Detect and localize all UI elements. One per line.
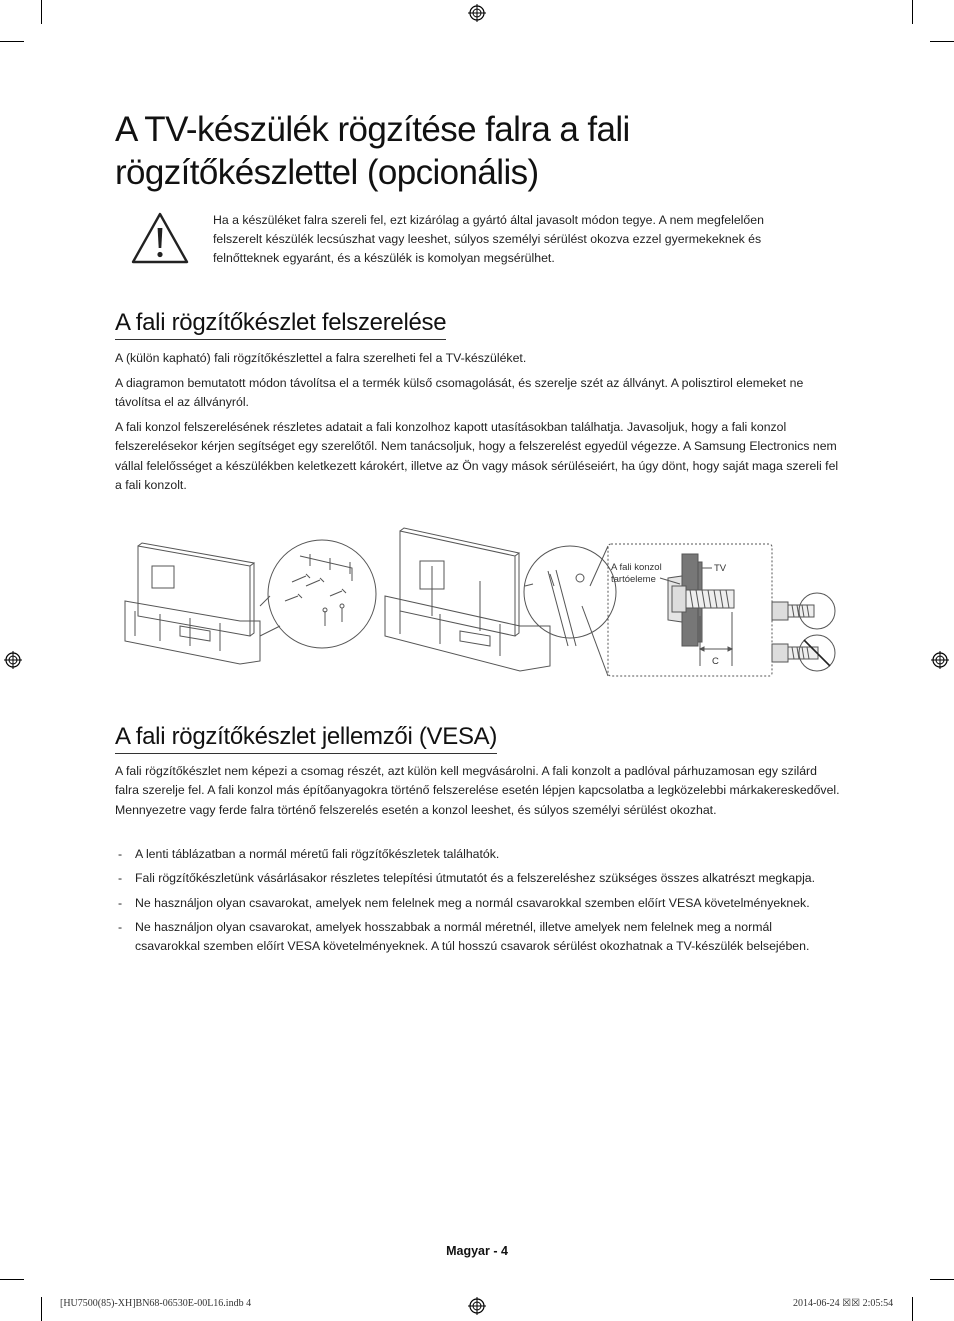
crop-mark xyxy=(0,41,24,42)
print-timestamp: 2014-06-24 ☒☒ 2:05:54 xyxy=(793,1298,894,1309)
registration-mark-icon xyxy=(468,1297,486,1315)
page-number: Magyar - 4 xyxy=(446,1244,508,1258)
bracket-detail-circle xyxy=(260,540,376,648)
crop-mark xyxy=(41,1297,42,1321)
crop-mark xyxy=(912,1297,913,1321)
registration-mark-icon xyxy=(4,651,22,669)
correct-screw-icon xyxy=(772,593,835,629)
crop-mark xyxy=(930,1279,954,1280)
list-item: - A lenti táblázatban a normál méretű fali rögzítőkészletek találhatók. xyxy=(118,847,500,861)
list-item: - Fali rögzítőkészletünk vásárlásakor részletes telepítési útmutatót és a felszereléshez szükséges összes alkatrészt megkapja. xyxy=(118,871,816,886)
file-info: [HU7500(85)-XH]BN68-06530E-00L16.indb 4 xyxy=(60,1298,252,1309)
registration-mark-icon xyxy=(468,4,486,22)
registration-mark-icon xyxy=(931,651,949,669)
warning-text: Ha a készüléket falra szereli fel, ezt kizárólag a gyártó által javasolt módon tegye. A nem megfelelően felszerelt készülék lecsúszhat vagy leeshet, súlyos személyi sérülést okozva ezzel gyermekeknek és felnőtteknek egyaránt, és a készülék is komolyan megsérülhet. xyxy=(213,213,764,265)
c-dimension-label: C xyxy=(712,656,719,667)
wrong-screw-icon xyxy=(772,635,835,671)
crop-mark xyxy=(930,41,954,42)
tv-label: TV xyxy=(714,563,727,574)
tv-back-illustration xyxy=(385,528,550,671)
section-heading-installation: A fali rögzítőkészlet felszerelése xyxy=(115,309,446,340)
tv-packaging-illustration xyxy=(125,543,260,664)
warning-triangle-icon xyxy=(130,211,190,265)
crop-mark xyxy=(41,0,42,24)
list-item: - Ne használjon olyan csavarokat, amelyek hosszabbak a normál méretnél, illetve amelyek nem felelnek meg a normál csavarokkal szemben előírt VESA követelményeknek. A túl hosszú csavarok sérülést okozhatnak a TV-készülék belsejében. xyxy=(118,919,810,954)
crop-mark xyxy=(912,0,913,24)
wall-mount-diagram xyxy=(120,526,840,686)
specs-bullet-list xyxy=(115,845,835,961)
paragraph: A fali konzol felszerelésének részletes adatait a fali konzolhoz kapott utasításokban találhatja. Javasoljuk, hogy a fali konzol felszerelésekor kérjen segítséget egy szerelőtől. Nem tanácsoljuk, hogy a felszerelést egyedül végezze. A Samsung Electronics nem vállal felelősséget a készülékben keletkezett károkért, illetve az Ön vagy mások sérüléseiért, ha úgy dönt, hogy saját maga szereli fel a fali konzolt. xyxy=(115,420,839,492)
bracket-label: A fali konzol tartóeleme xyxy=(611,562,662,585)
page-title: A TV-készülék rögzítése falra a fali rögzítőkészlettel (opcionális) xyxy=(115,110,630,192)
section-heading-vesa: A fali rögzítőkészlet jellemzői (VESA) xyxy=(115,723,497,754)
paragraph: A (külön kapható) fali rögzítőkészlettel a falra szerelheti fel a TV-készüléket. xyxy=(115,351,527,365)
paragraph: A diagramon bemutatott módon távolítsa el a termék külső csomagolását, és szerelje szét az állványt. A polisztirol elemeket ne távolítsa el az állványról. xyxy=(115,376,804,410)
crop-mark xyxy=(0,1279,24,1280)
screw-cross-section-icon xyxy=(672,586,734,612)
paragraph: A fali rögzítőkészlet nem képezi a csomag részét, azt külön kell megvásárolni. A fali konzolt a padlóval párhuzamosan egy szilárd falra szerelje fel. A fali konzol más építőanyagokra történő felszerelése esetén lépjen kapcsolatba a legközelebbi márkakereskedővel. Mennyezetre vagy ferde falra történő felszerelés esetén a konzol leeshet, és súlyos személyi sérülést okozhat. xyxy=(115,764,840,817)
list-item: - Ne használjon olyan csavarokat, amelyek nem felelnek meg a normál csavarokkal szemben előírt VESA követelményeknek. xyxy=(118,895,810,910)
screw-detail-circle xyxy=(524,546,616,646)
